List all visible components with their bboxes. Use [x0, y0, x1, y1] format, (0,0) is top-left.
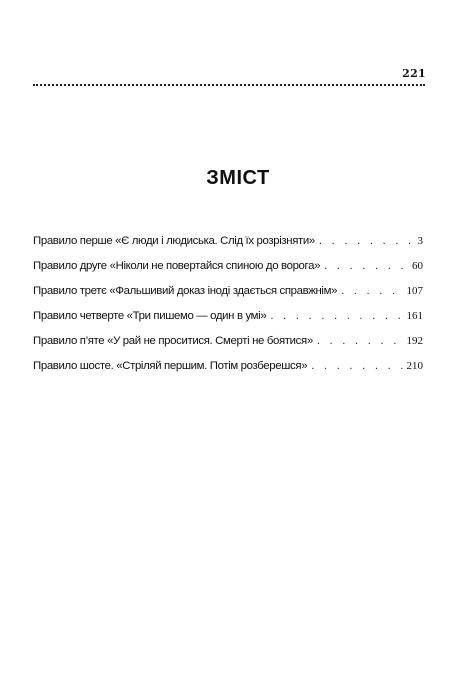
toc-entry-title: Правило шосте. «Стріляй першим. Потім розберешся»: [33, 360, 308, 372]
dot-leader: [341, 285, 403, 297]
dot-leader: [311, 360, 403, 372]
dot-leader: [319, 235, 410, 247]
toc-entry[interactable]: [33, 260, 423, 285]
toc-entry-page: 161: [406, 310, 423, 322]
page-number: 221: [402, 67, 426, 80]
toc-entry[interactable]: [33, 335, 423, 360]
toc-list: [33, 235, 423, 385]
dot-leader: [324, 260, 409, 272]
toc-entry-title: Правило перше «Є люди і людиська. Слід їх розрізняти»: [33, 235, 315, 247]
dot-leader: [317, 335, 404, 347]
toc-entry[interactable]: [33, 310, 423, 335]
dot-leader: [270, 310, 403, 322]
toc-entry[interactable]: [33, 235, 423, 260]
toc-entry-title: Правило п’яте «У рай не проситися. Смерті не боятися»: [33, 335, 313, 347]
header-dotted-rule: [33, 84, 425, 86]
toc-entry-page: 107: [406, 285, 423, 297]
toc-entry[interactable]: [33, 285, 423, 310]
toc-entry-page: 192: [406, 335, 423, 347]
toc-entry-page: 60: [412, 260, 423, 272]
toc-entry-title: Правило третє «Фальшивий доказ іноді здається справжнім»: [33, 285, 338, 297]
toc-entry-page: 3: [417, 235, 423, 247]
toc-title: ЗМІСТ: [206, 167, 270, 189]
toc-entry-title: Правило четверте «Три пишемо — один в умі»: [33, 310, 267, 322]
toc-entry[interactable]: [33, 360, 423, 385]
toc-entry-page: 210: [406, 360, 423, 372]
toc-entry-title: Правило друге «Ніколи не повертайся спиною до ворога»: [33, 260, 321, 272]
